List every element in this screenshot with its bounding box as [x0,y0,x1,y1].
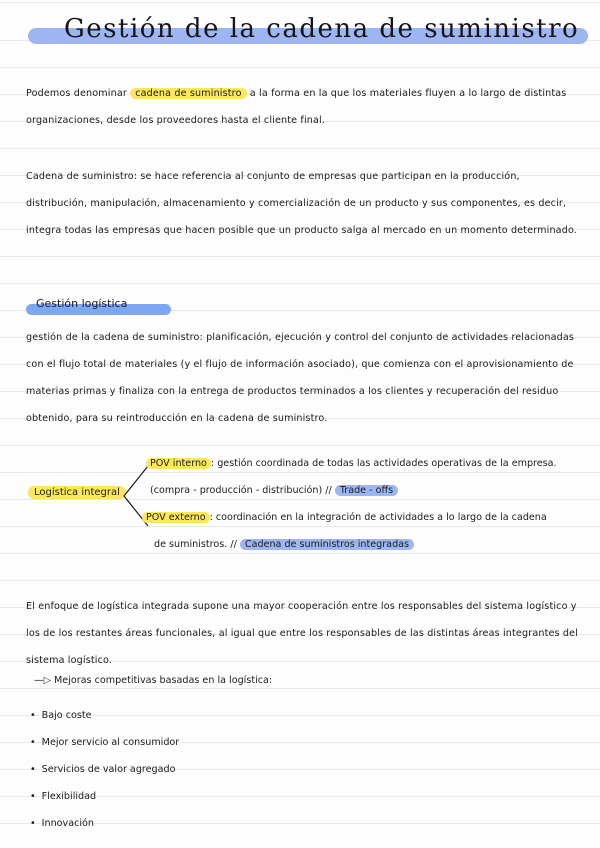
list-item: • Innovación [30,818,94,829]
improvements-list [30,702,179,837]
external-pov-line-2 [154,539,414,550]
competitive-improvements-line: —▷ Mejoras competitivas basadas en la logística: [34,675,273,686]
list-item: • Mejor servicio al consumidor [30,737,180,748]
intro-paragraph [26,80,578,134]
external-pov-label: POV externo [142,512,210,523]
internal-pov-line [146,458,557,469]
list-item: • Flexibilidad [30,791,97,802]
integral-logistics-label: Logística integral [28,486,126,499]
integrated-chains-tag: Cadena de suministros integradas [240,539,414,550]
external-pov-line [142,512,547,523]
intro-before: Podemos denominar [26,88,127,99]
intro-highlight: cadena de suministro [130,88,246,99]
external-pov-text: : coordinación en la integración de actividades a lo largo de la cadena [209,512,547,523]
internal-pov-label: POV interno [146,458,211,469]
internal-pov-text: : gestión coordinada de todas las actividades operativas de la empresa. [210,458,557,469]
title-banner [28,12,588,56]
internal-pov-text-2: (compra - producción - distribución) // [150,485,332,496]
internal-pov-line-2 [150,485,398,496]
page-title: Gestión de la cadena de suministro [64,14,580,44]
list-item: • Bajo coste [30,710,92,721]
list-item: • Servicios de valor agregado [30,764,176,775]
intro-after: a la forma en la que los materiales fluyen a lo largo de distintas organizaciones, desde los proveedores hasta el cliente final. [26,88,567,126]
external-pov-text-2: de suministros. // [154,539,237,550]
trade-offs-tag: Trade - offs [335,485,398,496]
logistics-heading-text: Gestión logística [36,297,128,310]
definition-paragraph: Cadena de suministro: se hace referencia al conjunto de empresas que participan en la producción, distribución, manipulación, almacenamiento y comercialización de un producto y sus componentes, es decir, integra todas las empresas que hacen posible que un producto salga al mercado en un momento determinado. [26,171,577,236]
logistics-paragraph: gestión de la cadena de suministro: planificación, ejecución y control del conjunto de actividades relacionadas con el flujo total de materiales (y el flujo de información asociado), que comienza con el aprovisionamiento de materias primas y finaliza con la entrega de productos terminados a los clientes y recuperación del residuo obtenido, para su reintroducción en la cadena de suministro. [26,332,575,424]
approach-paragraph: El enfoque de logística integrada supone una mayor cooperación entre los responsables del sistema logístico y los de los restantes áreas funcionales, al igual que entre los responsables de las distintas áreas integrantes del sistema logístico. [26,601,579,666]
